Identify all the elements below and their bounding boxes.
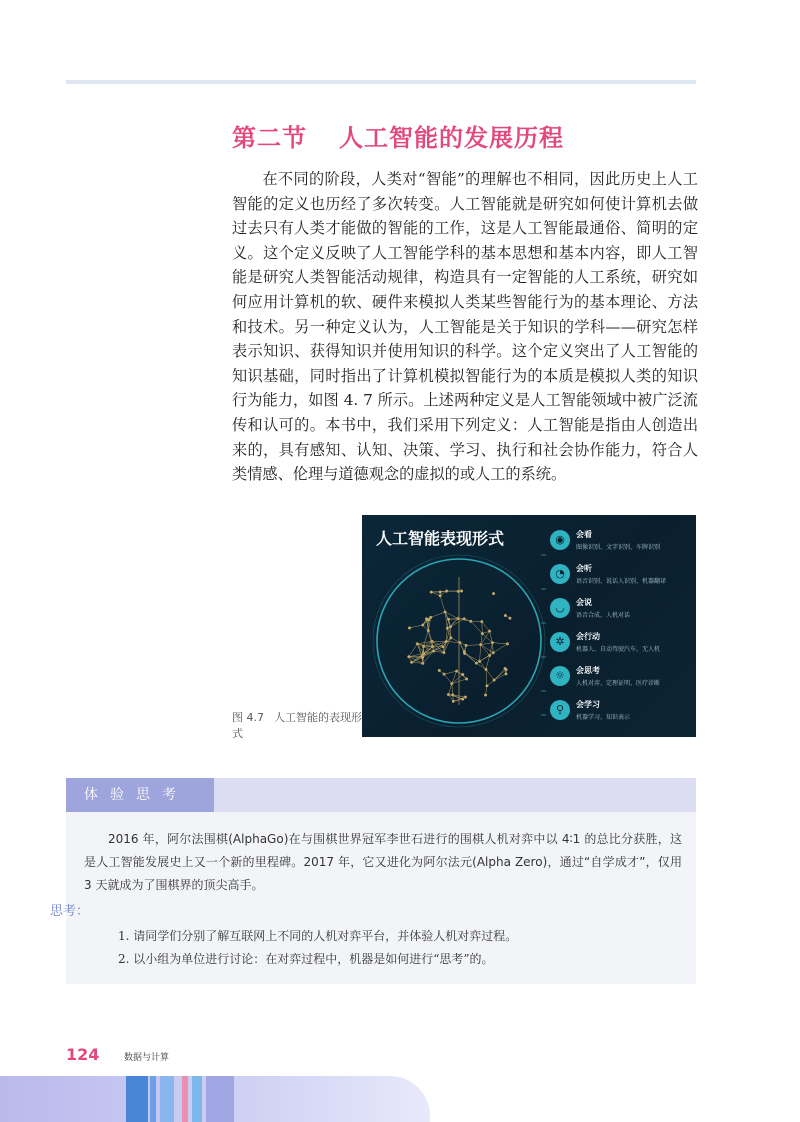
footer-stripe	[182, 1076, 188, 1122]
figure-item-desc: 机器学习、知识表示	[576, 714, 631, 721]
footer-stripe	[192, 1076, 202, 1122]
figure-item-name: 会看	[576, 530, 592, 539]
footer-stripe	[126, 1076, 148, 1122]
figure-item-name: 会思考	[576, 666, 600, 675]
figure-item-desc: 语音合成、人机对话	[576, 612, 631, 619]
experience-header	[66, 778, 696, 812]
figure-item-list	[550, 527, 696, 731]
think-list	[118, 925, 517, 971]
magnifier-icon: ⚲	[550, 700, 570, 720]
top-rule	[66, 80, 696, 84]
figure-item-name: 会听	[576, 564, 592, 573]
section-heading: 人工智能的发展历程	[339, 124, 564, 152]
body-paragraph	[232, 167, 698, 487]
figure-caption	[232, 710, 362, 742]
figure-caption-text: 人工智能的表现形式	[232, 711, 362, 740]
figure-item-speak	[550, 595, 696, 629]
think-item: 2. 以小组为单位进行讨论：在对弈过程中，机器是如何进行“思考”的。	[118, 952, 494, 966]
section-number: 第二节	[232, 124, 307, 152]
figure-item-name: 会学习	[576, 700, 600, 709]
ai-forms-figure	[362, 515, 696, 737]
book-title: 数据与计算	[124, 1053, 170, 1063]
lightbulb-icon: ☼	[550, 666, 570, 686]
eye-icon: ◉	[550, 530, 570, 550]
footer-stripe	[160, 1076, 174, 1122]
figure-item-name: 会行动	[576, 632, 600, 641]
section-title	[232, 118, 564, 153]
figure-item-learn	[550, 697, 696, 731]
ear-icon: ◔	[550, 564, 570, 584]
experience-tab: 体验思考	[66, 778, 214, 812]
footer-stripe	[206, 1076, 234, 1122]
mouth-icon: ◡	[550, 598, 570, 618]
figure-item-think	[550, 663, 696, 697]
figure-item-see	[550, 527, 696, 561]
think-label: 思考：	[50, 904, 90, 919]
page-number: 124	[66, 1045, 100, 1064]
experience-paragraph: 2016 年，阿尔法围棋(AlphaGo)在与围棋世界冠军李世石进行的围棋人机对弈中以 4∶1 的总比分获胜，这是人工智能发展史上又一个新的里程碑。2017 年，它又进化为阿尔法元(Alpha Zero)，通过“自学成才”，仅用 3 天就成为了围棋界的顶尖高手。	[84, 832, 682, 892]
figure-item-desc: 人机对弈、定理证明、医疗诊断	[576, 680, 661, 687]
figure-item-desc: 图像识别、文字识别、车牌识别	[576, 544, 661, 551]
footer-stripe	[150, 1076, 156, 1122]
figure-item-name: 会说	[576, 598, 592, 607]
figure-item-act	[550, 629, 696, 663]
figure-item-hear	[550, 561, 696, 595]
figure-item-desc: 语音识别、说话人识别、机器翻译	[576, 578, 667, 585]
figure-item-desc: 机器人、自动驾驶汽车、无人机	[576, 646, 661, 653]
gear-icon: ✲	[550, 632, 570, 652]
think-item: 1. 请同学们分别了解互联网上不同的人机对弈平台，并体验人机对弈过程。	[118, 929, 518, 943]
figure-heading: 人工智能表现形式	[376, 529, 505, 548]
body-paragraph-text: 在不同的阶段，人类对“智能”的理解也不相同，因此历史上人工智能的定义也历经了多次转变。人工智能就是研究如何使计算机去做过去只有人类才能做的智能的工作，这是人工智能最通俗、简明的定义。这个定义反映了人工智能学科的基本思想和基本内容，即人工智能是研究人类智能活动规律，构造具有一定智能的人工系统，研究如何应用计算机的软、硬件来模拟人类某些智能行为的基本理论、方法和技术。另一种定义认为，人工智能是关于知识的学科——研究怎样表示知识、获得知识并使用知识的科学。这个定义突出了人工智能的知识基础，同时指出了计算机模拟智能行为的本质是模拟人类的知识行为能力，如图 4. 7 所示。上述两种定义是人工智能领域中被广泛流传和认可的。本书中，我们采用下列定义：人工智能是指由人创造出来的，具有感知、认知、决策、学习、执行和社会协作能力，符合人类情感、伦理与道德观念的虚拟的或人工的系统。	[232, 170, 698, 484]
figure-number: 图 4.7	[232, 711, 264, 724]
